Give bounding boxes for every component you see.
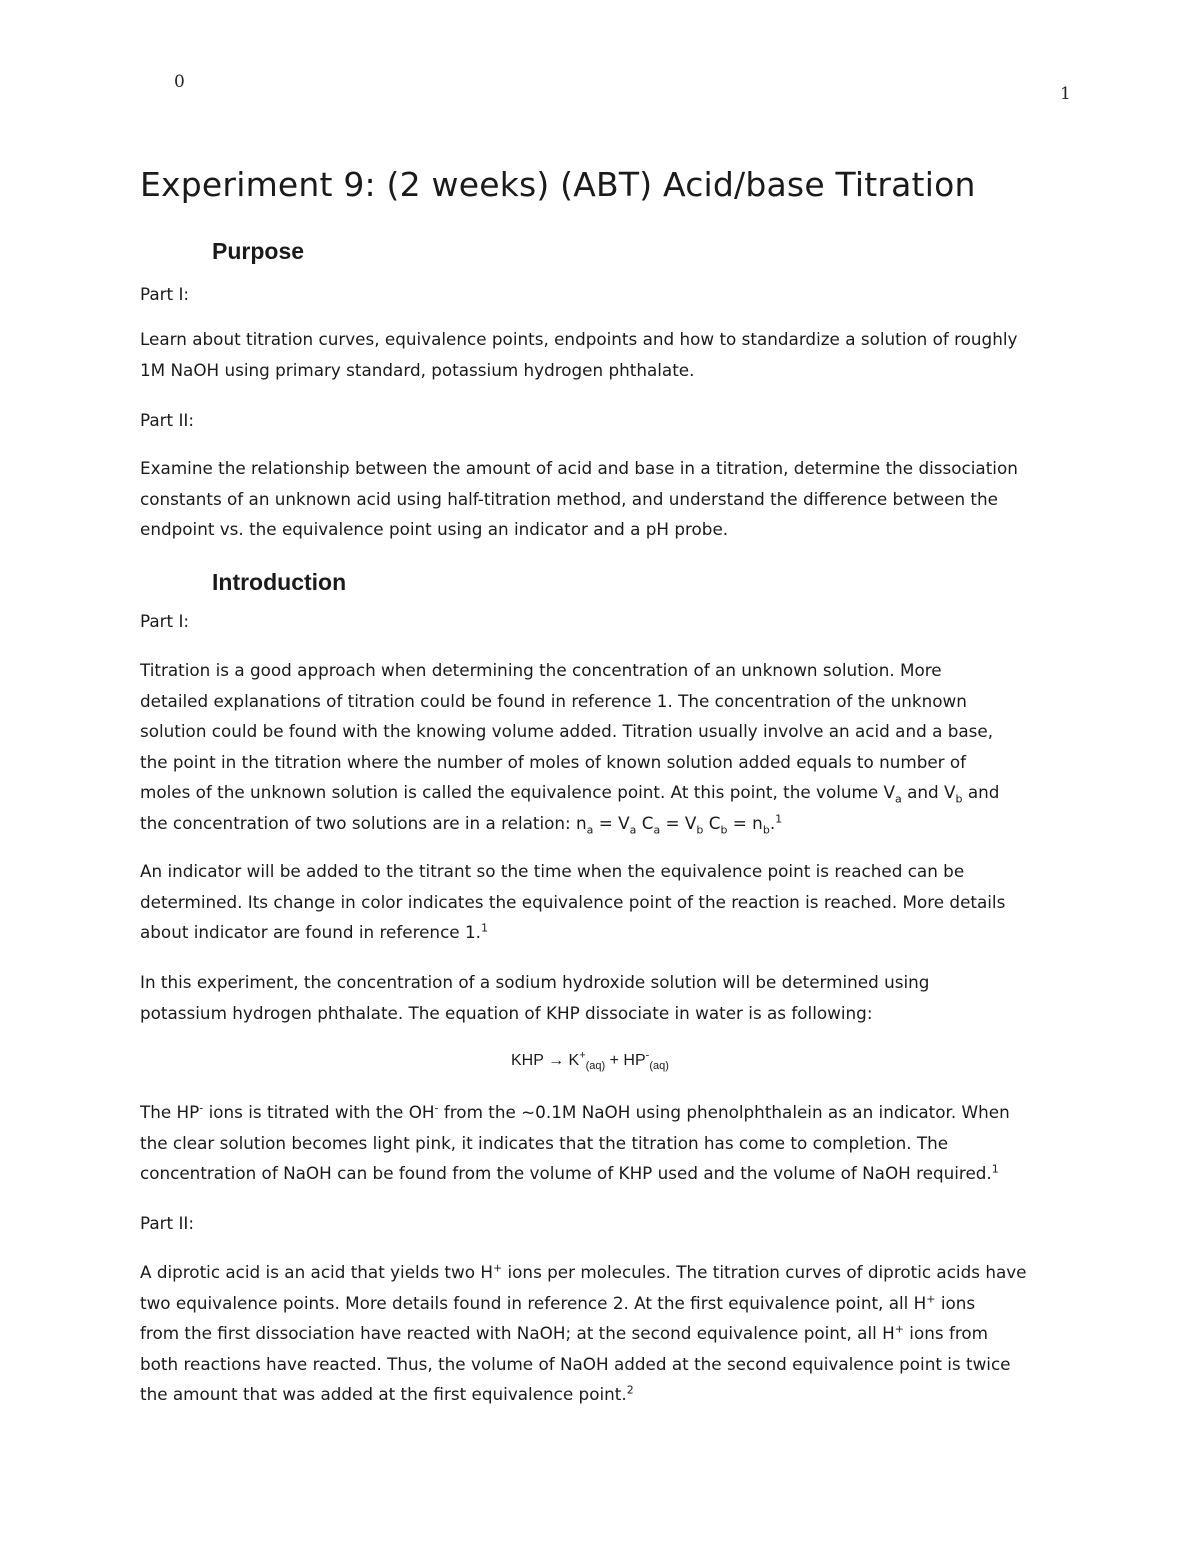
paragraph-line: An indicator will be added to the titrant so the time when the equivalence point is reached can be bbox=[140, 861, 965, 881]
citation-superscript: 2 bbox=[626, 1383, 634, 1397]
paragraph-line: about indicator are found in reference 1.$^1$ bbox=[140, 921, 488, 942]
right-page-number: 1 bbox=[1060, 84, 1071, 104]
intro-paragraph-1 bbox=[140, 655, 1070, 838]
purpose-part1-label: Part I: bbox=[140, 284, 190, 304]
intro-paragraph-3 bbox=[140, 967, 1070, 1028]
intro-part1-label: Part I: bbox=[140, 611, 190, 631]
citation-superscript: 1 bbox=[775, 811, 783, 825]
paragraph-line: determined. Its change in color indicates the equivalence point of the reaction is reached. More details bbox=[140, 891, 1006, 912]
intro-part2-label: Part II: bbox=[140, 1213, 195, 1233]
paragraph-line: A diprotic acid is an acid that yields two H+ ions per molecules. The titration curves of diprotic acids have bbox=[140, 1261, 1027, 1282]
khp-dissociation-equation: KHP → $K^+_{(aq)} + HP^-_{(aq)}$ bbox=[511, 1049, 669, 1073]
introduction-heading: Introduction bbox=[212, 569, 347, 595]
purpose-part1-paragraph bbox=[140, 324, 1070, 385]
paragraph-line: solution could be found with the knowing volume added. Titration usually involve an acid and a base, bbox=[140, 721, 994, 741]
paragraph-line: concentration of NaOH can be found from the volume of KHP used and the volume of NaOH required.$^1$ bbox=[140, 1162, 999, 1183]
left-page-number: 0 bbox=[174, 72, 185, 92]
paragraph-line: In this experiment, the concentration of a sodium hydroxide solution will be determined using bbox=[140, 972, 930, 992]
paragraph-line: the amount that was added at the first equivalence point.$^2$ bbox=[140, 1383, 634, 1404]
paragraph-line: detailed explanations of titration could be found in reference 1. The concentration of the unknown bbox=[140, 690, 967, 711]
paragraph-line: Examine the relationship between the amount of acid and base in a titration, determine the dissociation bbox=[140, 458, 1018, 478]
paragraph-line: The HP- ions is titrated with the OH- from the ~0.1M NaOH using phenolphthalein as an indicator. When bbox=[140, 1101, 1010, 1122]
citation-superscript: 1 bbox=[991, 1162, 999, 1176]
paragraph-line: from the first dissociation have reacted with NaOH; at the second equivalence point, all H+ ions from bbox=[140, 1322, 988, 1343]
purpose-part2-label: Part II: bbox=[140, 410, 195, 430]
intro-paragraph-2 bbox=[140, 856, 1070, 948]
page-title: Experiment 9: (2 weeks) (ABT) Acid/base Titration bbox=[140, 165, 976, 204]
paragraph-line: Learn about titration curves, equivalence points, endpoints and how to standardize a solution of roughly bbox=[140, 329, 1018, 349]
paragraph-line: Titration is a good approach when determining the concentration of an unknown solution. More bbox=[140, 660, 942, 680]
paragraph-line: endpoint vs. the equivalence point using an indicator and a pH probe. bbox=[140, 519, 729, 539]
paragraph-line: constants of an unknown acid using half-titration method, and understand the difference between the bbox=[140, 488, 998, 509]
intro-paragraph-5 bbox=[140, 1257, 1070, 1410]
paragraph-line: the point in the titration where the number of moles of known solution added equals to number of bbox=[140, 751, 967, 772]
relation-line: the concentration of two solutions are in a relation: $n_a = V_a$ $C_a = V_b$ $C_b = n_b.^1$ bbox=[140, 811, 783, 836]
purpose-part2-paragraph bbox=[140, 453, 1070, 545]
paragraph-line: the clear solution becomes light pink, it indicates that the titration has come to completion. The bbox=[140, 1132, 949, 1153]
purpose-heading: Purpose bbox=[212, 238, 305, 264]
paragraph-line: potassium hydrogen phthalate. The equation of KHP dissociate in water is as following: bbox=[140, 1002, 873, 1023]
paragraph-line: 1M NaOH using primary standard, potassium hydrogen phthalate. bbox=[140, 359, 695, 380]
paragraph-line: moles of the unknown solution is called the equivalence point. At this point, the volume $V_a$ and $V_b$ and bbox=[140, 782, 1000, 806]
reaction-arrow-icon: → bbox=[548, 1052, 565, 1069]
intro-paragraph-4 bbox=[140, 1097, 1070, 1189]
citation-superscript: 1 bbox=[480, 921, 488, 935]
paragraph-line: both reactions have reacted. Thus, the volume of NaOH added at the second equivalence point is twice bbox=[140, 1353, 1011, 1374]
paragraph-line: two equivalence points. More details found in reference 2. At the first equivalence point, all H+ ions bbox=[140, 1291, 976, 1313]
